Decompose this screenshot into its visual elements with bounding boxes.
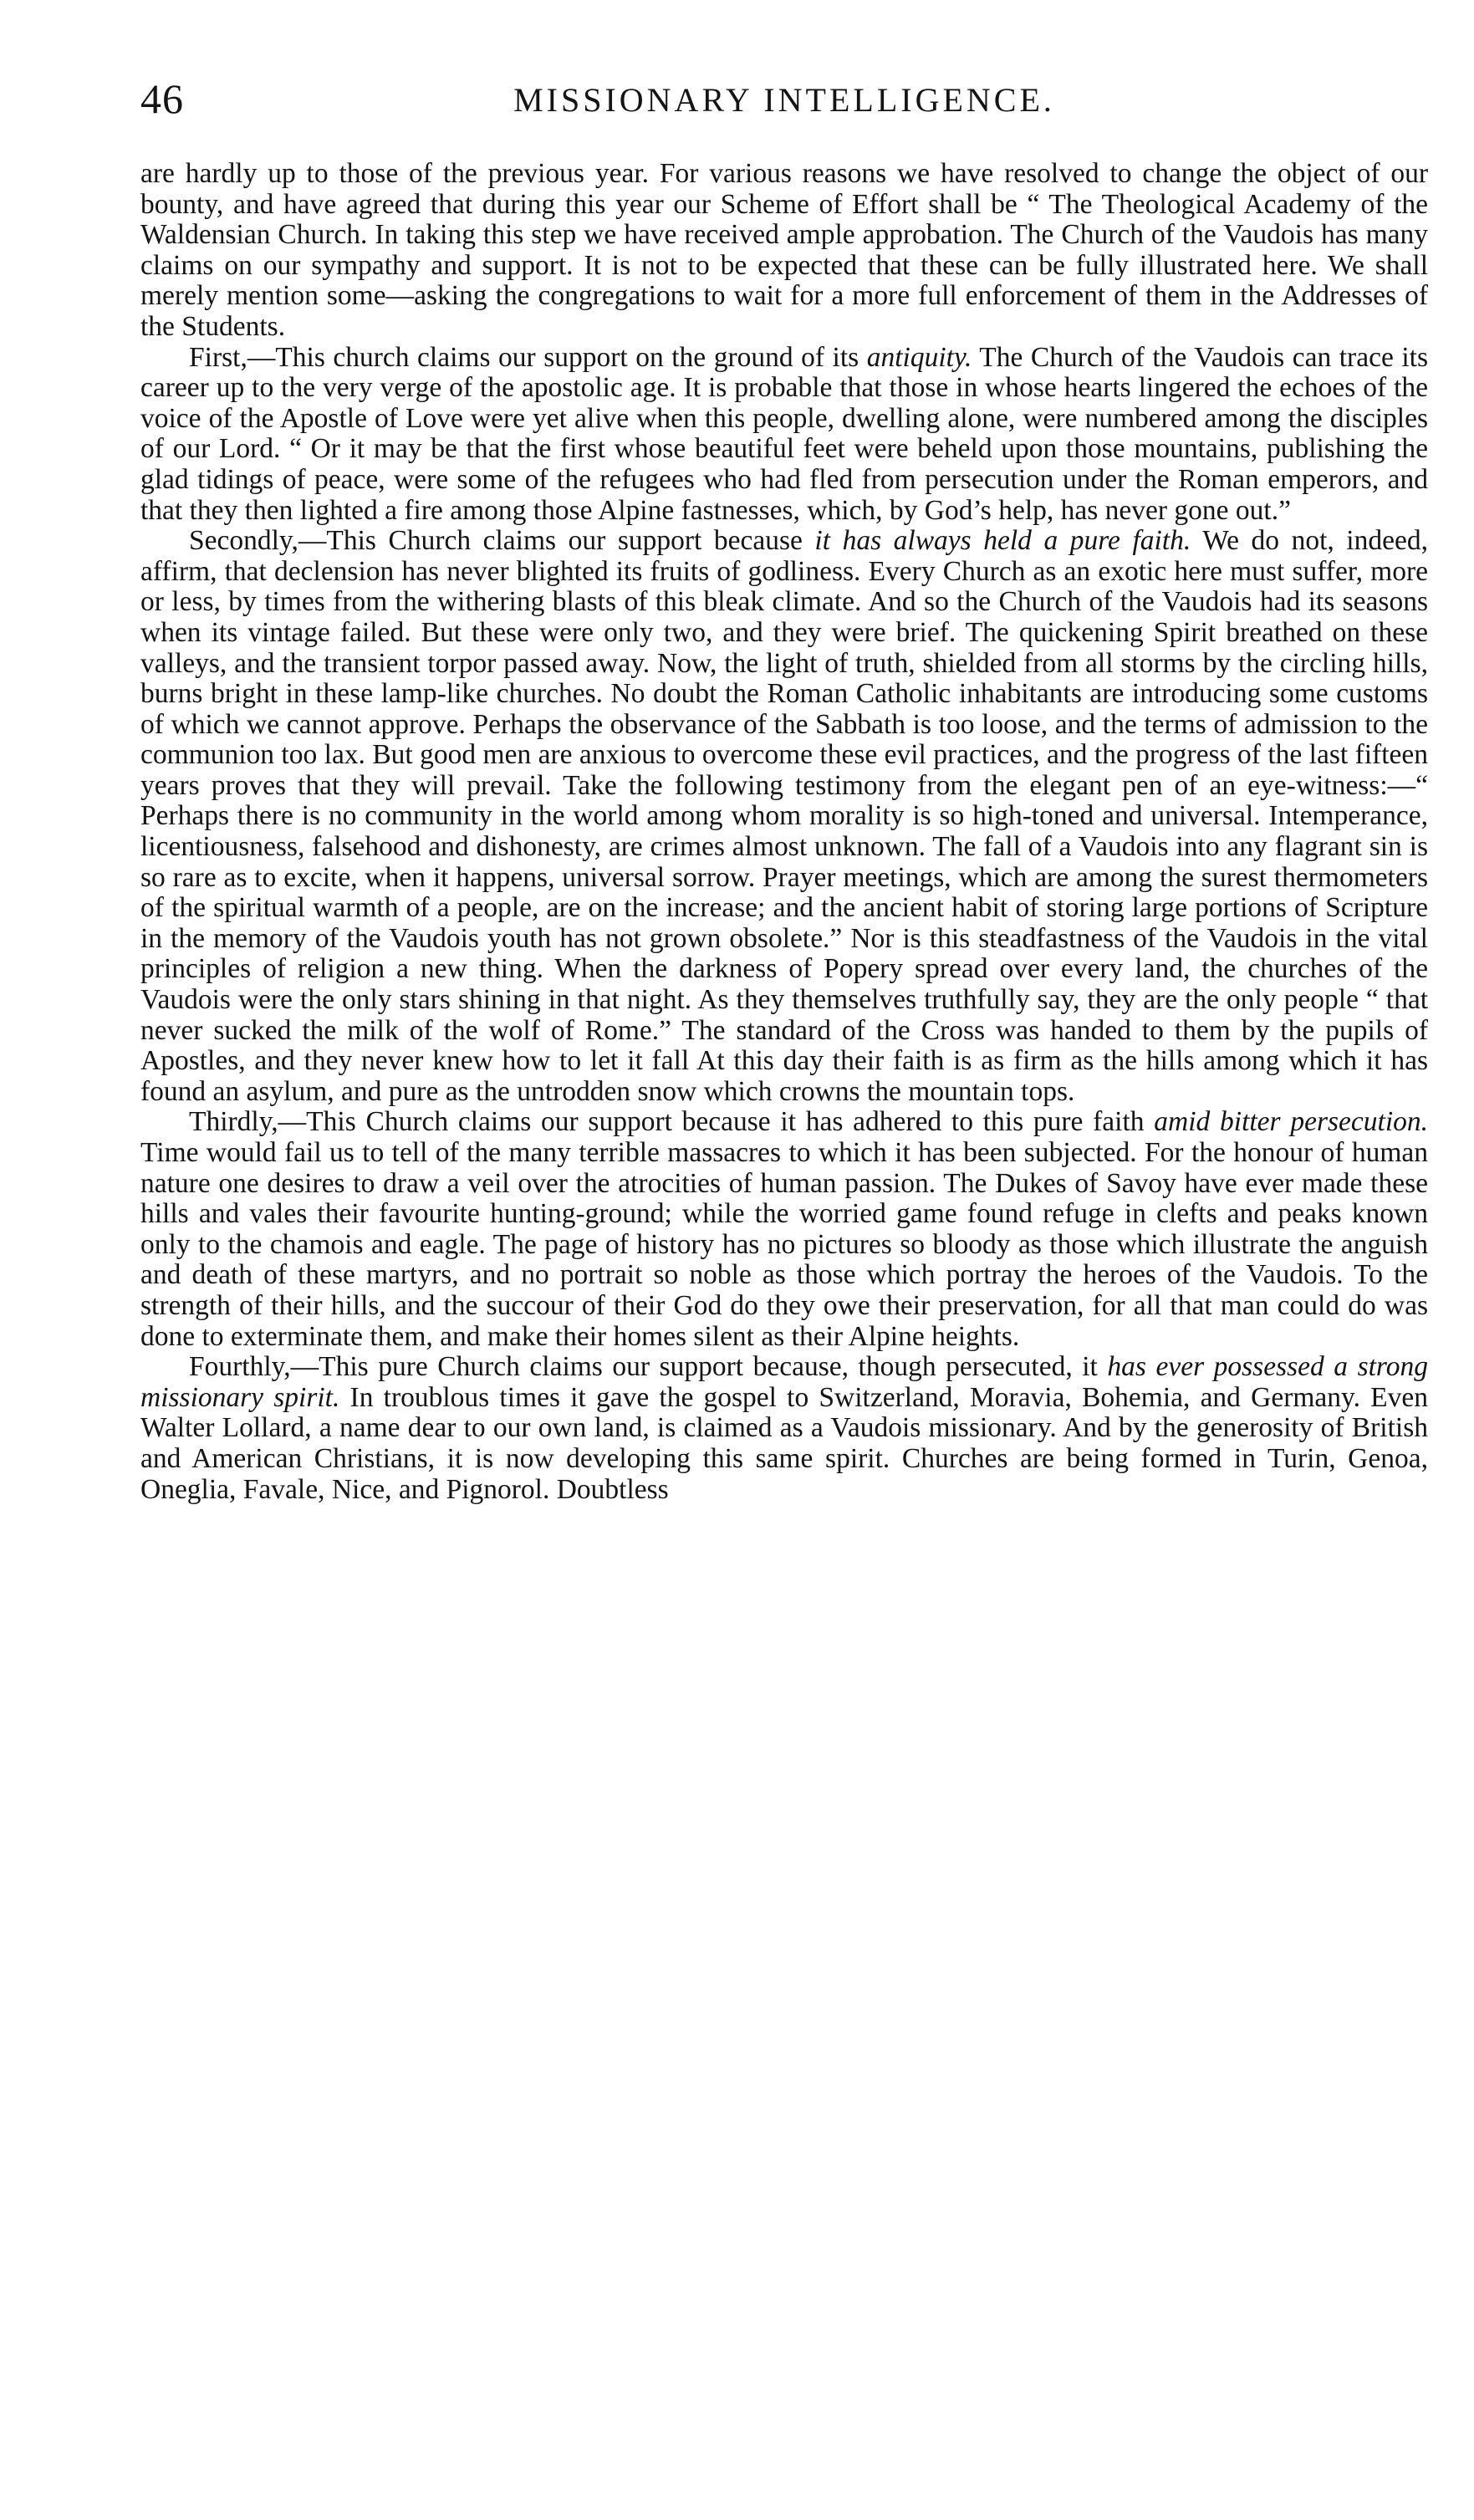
paragraph-text: We do not, indeed, affirm, that declension has never blighted its fruits of godliness. Every Church as an exotic here must suffer, more or less, by times from the withering blasts of this bleak climate. And so the Church of the Vaudois had its seasons when its vintage failed. But these were only two, and they were brief. The quickening Spirit breathed on these valleys, and the transient torpor passed away. Now, the light of truth, shielded from all storms by the circling hills, burns bright in these lamp-like churches. No doubt the Roman Catholic inhabitants are introducing some customs of which we cannot approve. Perhaps the observance of the Sabbath is too loose, and the terms of admission to the communion too lax. But good men are anxious to overcome these evil practices, and the progress of the last fifteen years proves that they will prevail. Take the following testimony from the elegant pen of an eye-witness:—“ Perhaps there is no community in the world among whom morality is so high-toned and universal. Intemperance, licentiousness, falsehood and dishonesty, are crimes almost unknown. The fall of a Vaudois into any flagrant sin is so rare as to excite, when it happens, universal sorrow. Prayer meetings, which are among the surest thermometers of the spiritual warmth of a people, are on the increase; and the ancient habit of storing large portions of Scripture in the memory of the Vaudois youth has not grown obsolete.” Nor is this steadfastness of the Vaudois in the vital principles of religion a new thing. When the darkness of Popery spread over every land, the churches of the Vaudois were the only stars shining in that night. As they themselves truthfully say, they are the only people “ that never sucked the milk of the wolf of Rome.” The standard of the Cross was handed to them by the pupils of Apostles, and they never knew how to let it fall At this day their faith is as firm as the hills among which it has found an asylum, and pure as the untrodden snow which crowns the mountain tops. — [140, 525, 1428, 1107]
paragraph-third-claim — [140, 1107, 1428, 1352]
article-body — [140, 159, 1428, 1505]
paragraph-text: Time would fail us to tell of the many terrible massacres to which it has been subjected. For the honour of human nature one desires to draw a veil over the atrocities of human passion. The Dukes of Savoy have ever made these hills and vales their favourite hunting-ground; while the worried game found refuge in clefts and peaks known only to the chamois and eagle. The page of history has no pictures so bloody as those which illustrate the anguish and death of these martyrs, and no portrait so noble as those which portray the heroes of the Vaudois. To the strength of their hills, and the succour of their God do they owe their preservation, for all that man could do was done to exterminate them, and make their homes silent as their Alpine heights. — [140, 1137, 1428, 1352]
paragraph-text: Secondly,—This Church claims our support because — [189, 525, 815, 557]
page-number: 46 — [140, 75, 184, 122]
paragraph-text: The Church of the Vaudois can trace its career up to the very verge of the apostolic age. It is probable that those in whose hearts lingered the echoes of the voice of the Apostle of Love were yet alive when this people, dwelling alone, were numbered among the disciples of our Lord. “ Or it may be that the first whose beautiful feet were beheld upon those mountains, publishing the glad tidings of peace, were some of the refugees who had fled from persecution under the Roman emperors, and that they then lighted a fire among those Alpine fastnesses, which, by God’s help, has never gone out.” — [140, 341, 1428, 526]
paragraph-emphasis: has ever possessed a strong missionary spirit. — [140, 1351, 1428, 1413]
running-title: MISSIONARY INTELLIGENCE. — [513, 81, 1055, 119]
paragraph-emphasis: it has always held a pure faith. — [814, 525, 1191, 557]
paragraph-text: First,—This church claims our support on the ground of its — [189, 341, 867, 373]
paragraph-first-claim — [140, 343, 1428, 527]
paragraph-second-claim — [140, 526, 1428, 1107]
paragraph-text: Fourthly,—This pure Church claims our support because, though persecuted, it — [189, 1351, 1108, 1383]
paragraph-continuation — [140, 159, 1428, 343]
page-header — [140, 74, 1428, 132]
paragraph-text: Thirdly,—This Church claims our support because it has adhered to this pure faith — [189, 1106, 1155, 1138]
paragraph-fourth-claim — [140, 1352, 1428, 1505]
paragraph-emphasis: antiquity. — [866, 341, 972, 373]
paragraph-text: In troublous times it gave the gospel to Switzerland, Moravia, Bohemia, and Germany. Even Walter Lollard, a name dear to our own land, is claimed as a Vaudois missionary. And by the generosity of British and American Christians, it is now developing this same spirit. Churches are being formed in Turin, Genoa, Oneglia, Favale, Nice, and Pignorol. Doubtless — [140, 1381, 1428, 1505]
paragraph-emphasis: amid bitter persecution. — [1154, 1106, 1428, 1138]
paragraph-text: are hardly up to those of the previous year. For various reasons we have resolved to change the object of our bounty, and have agreed that during this year our Scheme of Effort shall be “ The Theological Academy of the Waldensian Church. In taking this step we have received ample approbation. The Church of the Vaudois has many claims on our sympathy and support. It is not to be expected that these can be fully illustrated here. We shall merely mention some—asking the congregations to wait for a more full enforcement of them in the Addresses of the Students. — [140, 158, 1428, 342]
